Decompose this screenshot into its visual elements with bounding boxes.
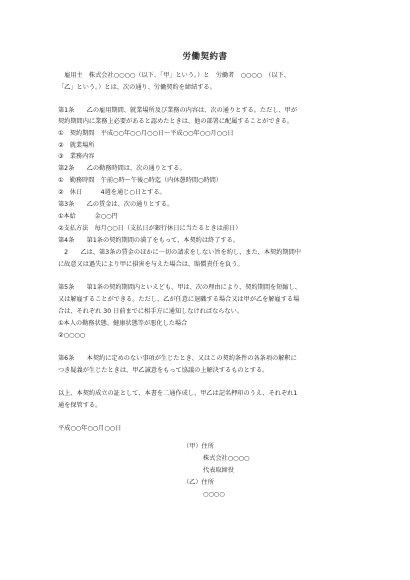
closing-line-1: 以上、本契約成立の証として、本書を二通作成し、甲乙は記名押印のうえ、それぞれ1 <box>58 390 298 397</box>
article-1-line-2: 契約期間内に業務上必要があると認めたときは、他の部署に配属することができる。 <box>58 118 294 125</box>
holidays: ② 休日 4週を通じ○日とする。 <box>58 189 166 196</box>
article-4-line-1: 第4条 第1条の契約期間の満了をもって、本契約は終了する。 <box>58 237 239 244</box>
closing-line-2: 通を保管する。 <box>58 402 102 409</box>
parties-line-1: 雇用主 株式会社○○○○（以下、「甲」という。）と 労働者 ○○○○ （以下、 <box>58 72 290 79</box>
article-4-clause-2: 2 乙は、第3条の賃金のほかに一切の請求をしない旨を約し、また、本契約期間中 <box>58 249 301 256</box>
article-1-line-1: 第1条 乙の雇用期間、就業場所及び業務の内容は、次の通りとする。ただし、甲が <box>58 107 298 114</box>
employer-address-label: （甲）住所 <box>183 443 214 450</box>
employee-address-label: （乙）住所 <box>183 479 214 486</box>
employee-name: ○○○○ <box>203 491 225 498</box>
employer-representative: 代表取締役 <box>203 467 234 474</box>
employer-company-name: 株式会社○○○○ <box>203 455 250 462</box>
article-2-heading: 第2条 乙の勤務時間は、次の通りとする。 <box>58 165 186 172</box>
parties-line-2: 「乙」という。）とは、次の通り、労働契約を締結する。 <box>58 84 216 91</box>
article-6-line-1: 第6条 本契約に定めのない事項が生じたとき、又はこの契約条件の各条項の解釈に <box>58 355 297 362</box>
work-content: ③ 業務内容 <box>58 153 95 160</box>
article-4-line-3: に故意又は過失により甲に損害を与えた場合は、賠償責任を負う。 <box>58 261 244 268</box>
contract-period: ① 契約期間 平成○○年○○月○○日～平成○○年○○月○○日 <box>58 130 234 137</box>
article-5-line-2: 又は解雇することができる。ただし、乙が任意に退職する場合又は甲が乙を解雇する場 <box>58 296 300 303</box>
article-5-line-1: 第5条 第1条の契約期間内といえども、甲は、次の理由により、契約期間を短縮し、 <box>58 284 301 291</box>
article-6-line-2: つき疑義が生じたときは、甲乙誠意をもって協議の上解決するものとする。 <box>58 367 269 374</box>
dismissal-reason-1: ①本人の勤務状態、健康状態等が悪化した場合 <box>58 320 188 327</box>
payment-method: ②支払方法 毎月○○日（支払日が銀行休日に当たるときは前日） <box>58 225 242 232</box>
article-5-line-3: 合は、それぞれ 30 日前までに相手方に通知しなければならない。 <box>58 308 244 315</box>
base-salary: ①本給 金○○円 <box>58 213 118 220</box>
document-title: 労働契約書 <box>182 52 228 62</box>
article-3-heading: 第3条 乙の賃金は、次の通りとする。 <box>58 201 174 208</box>
work-location: ② 就業場所 <box>58 142 95 149</box>
contract-date: 平成○○年○○月○○日 <box>58 425 122 432</box>
dismissal-reason-2: ②○○○○ <box>58 332 86 339</box>
working-hours: ① 勤務時間 午前○時～午後○時迄（内休憩時間○時間） <box>58 177 223 184</box>
